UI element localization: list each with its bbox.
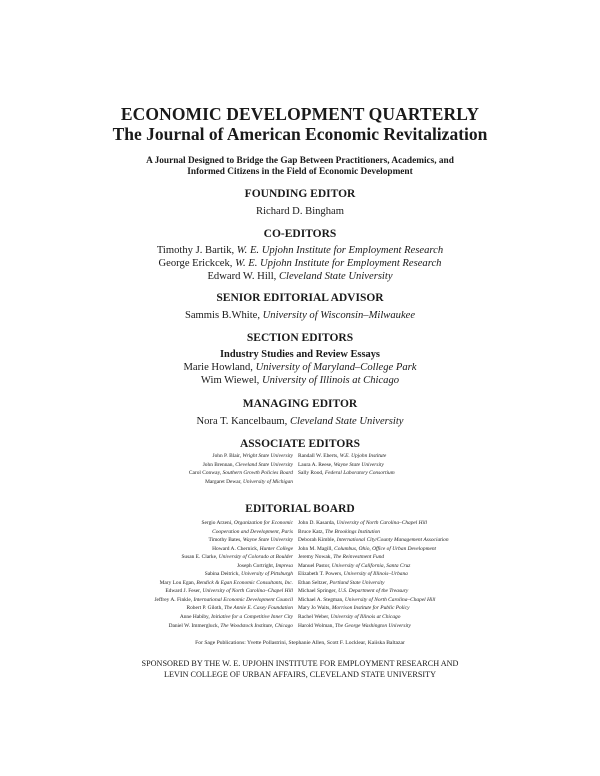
section-editor-affiliation: University of Maryland–College Park (255, 362, 417, 373)
board-member-name: Timothy Bates, (208, 537, 243, 544)
board-member-affiliation: The George Washington University (335, 622, 411, 629)
associate-editors-right-column (298, 452, 395, 478)
board-member-entry (154, 596, 293, 605)
associate-editor-affiliation: W.E. Upjohn Institute (339, 453, 387, 459)
managing-editor-heading: MANAGING EDITOR (242, 398, 358, 410)
board-member-entry (154, 570, 293, 579)
board-member-name: Manuel Pastor, (298, 562, 332, 569)
board-member-entry (298, 596, 449, 605)
board-member-entry (298, 562, 449, 571)
co-editor-affiliation: W. E. Upjohn Institute for Employment Research (235, 258, 442, 269)
sponsorship-line-1: SPONSORED BY THE W. E. UPJOHN INSTITUTE FOR EMPLOYMENT RESEARCH AND (141, 659, 459, 668)
senior-advisor-heading: SENIOR EDITORIAL ADVISOR (216, 292, 384, 304)
managing-editor-affiliation: Cleveland State University (289, 416, 404, 427)
board-member-entry (154, 613, 293, 622)
sponsorship-statement (0, 658, 600, 680)
board-member-affiliation: University of Colorado at Boulder (218, 554, 293, 561)
board-member-name: Susan E. Clarke, (181, 554, 219, 561)
managing-editor-name: Nora T. Kancelbaum, (196, 416, 290, 427)
board-member-affiliation: Initiative for a Competitive Inner City (211, 614, 293, 621)
board-member-affiliation: U.S. Department of the Treasury (338, 588, 409, 595)
associate-editor-entry (189, 461, 293, 470)
board-member-entry (298, 528, 449, 537)
board-member-affiliation: University of Illinois–Urbana (343, 571, 408, 578)
board-member-entry (154, 528, 293, 537)
sponsorship-line-2: LEVIN COLLEGE OF URBAN AFFAIRS, CLEVELAND STATE UNIVERSITY (163, 670, 437, 679)
board-member-name: Michael Springer, (298, 588, 339, 595)
journal-tagline (0, 156, 600, 178)
board-member-affiliation: University of Pittsburgh (241, 571, 293, 578)
senior-advisor-affiliation: University of Wisconsin–Milwaukee (262, 310, 416, 321)
board-member-entry (298, 587, 449, 596)
board-member-affiliation: University of North Carolina–Chapel Hill (202, 588, 293, 595)
tagline-line-2: Informed Citizens in the Field of Economic Development (187, 167, 413, 177)
board-member-name: John D. Kasarda, (298, 520, 337, 526)
board-member-entry (298, 536, 449, 545)
board-member-affiliation: The Annie E. Casey Foundation (224, 605, 293, 612)
section-editors-heading: SECTION EDITORS (246, 332, 354, 344)
board-member-name: Bruce Katz, (298, 528, 326, 535)
board-member-entry (154, 622, 293, 631)
board-member-entry (298, 553, 449, 562)
associate-editor-affiliation: University of Michigan (242, 478, 293, 485)
board-member-affiliation: University of California, Santa Cruz (331, 562, 411, 569)
board-member-name: Daniel W. Immergluck, (168, 622, 221, 629)
publisher-staff-line: For Sage Publications: Yvette Pollastrini, Stephanie Allen, Scott F. Locklear, Kaiiska Baltazar (195, 640, 405, 646)
founding-editor-name: Richard D. Bingham (256, 206, 344, 217)
section-editor-name: Marie Howland, (183, 362, 256, 373)
co-editor-entry (0, 270, 600, 283)
board-member-entry (154, 587, 293, 596)
board-member-affiliation: Cooperation and Development, Paris (212, 528, 293, 535)
board-member-name: John M. Magill, (298, 545, 335, 552)
associate-editor-entry (189, 469, 293, 478)
board-member-name: Deborah Kimble, (298, 537, 337, 544)
journal-title: ECONOMIC DEVELOPMENT QUARTERLY (120, 104, 480, 124)
board-member-name: Sergio Arzeni, (201, 520, 234, 526)
section-editors-list (0, 361, 600, 387)
editorial-board-left-column (154, 519, 293, 630)
associate-editor-affiliation: Wright State University (242, 453, 293, 459)
board-member-name: Jeffrey A. Finkle, (154, 596, 194, 603)
associate-editor-affiliation: Wayne State University (333, 461, 384, 468)
associate-editor-entry (298, 469, 395, 478)
board-member-entry (298, 613, 449, 622)
board-member-entry (154, 562, 293, 571)
section-editors-subheading: Industry Studies and Review Essays (220, 349, 380, 360)
managing-editor-entry (0, 415, 600, 428)
tagline-line-1: A Journal Designed to Bridge the Gap Between Practitioners, Academics, and (146, 156, 454, 166)
board-member-affiliation: The Woodstock Institute, Chicago (220, 622, 293, 629)
board-member-name: Mary Lou Egan, (159, 579, 197, 586)
board-member-name: Jeremy Nowak, (298, 554, 334, 561)
board-member-affiliation: University of North Carolina–Chapel Hill (336, 520, 428, 526)
board-member-name: Rachel Weber, (298, 614, 331, 621)
board-member-name: Edward J. Feser, (165, 588, 203, 595)
associate-editor-affiliation: Federal Laboratory Consortium (324, 470, 395, 477)
associate-editors-left-column (189, 452, 293, 486)
editorial-board-right-column (298, 519, 449, 630)
co-editor-entry (0, 244, 600, 257)
board-member-entry (154, 604, 293, 613)
board-member-entry (298, 604, 449, 613)
board-member-entry (154, 579, 293, 588)
co-editor-name: Edward W. Hill, (207, 271, 279, 282)
founding-editor-heading: FOUNDING EDITOR (244, 188, 356, 200)
associate-editor-entry (298, 461, 395, 470)
associate-editor-entry (189, 478, 293, 487)
board-member-entry (298, 570, 449, 579)
board-member-entry (298, 519, 449, 528)
board-member-name: Howard A. Chernick, (212, 545, 260, 552)
board-member-entry (154, 519, 293, 528)
board-member-affiliation: The Reinvestment Fund (333, 554, 385, 561)
board-member-affiliation: Columbus, Ohio, Office of Urban Development (334, 545, 437, 552)
board-member-affiliation: Organization for Economic (233, 520, 293, 526)
associate-editor-affiliation: Cleveland State University (235, 461, 293, 468)
board-member-name: Joseph Cortright, (237, 562, 276, 569)
board-member-name: Elizabeth T. Powers, (298, 571, 344, 578)
board-member-affiliation: International Economic Development Council (193, 596, 293, 603)
board-member-name: Harold Wolman, (298, 622, 336, 629)
associate-editor-entry (298, 452, 395, 461)
co-editors-heading: CO-EDITORS (263, 228, 337, 240)
section-editor-affiliation: University of Illinois at Chicago (261, 375, 400, 386)
co-editor-name: George Erickcek, (158, 258, 236, 269)
associate-editor-name: Randall W. Eberts, (298, 453, 340, 459)
board-member-entry (298, 622, 449, 631)
associate-editor-name: Margaret Dewar, (205, 478, 243, 485)
board-member-name: Anne Habiby, (179, 614, 212, 621)
board-member-name: Sabina Deitrick, (204, 571, 242, 578)
co-editor-name: Timothy J. Bartik, (156, 245, 237, 256)
associate-editor-name: John Brennan, (202, 461, 236, 468)
board-member-affiliation: Morrison Institute for Public Policy (331, 605, 410, 612)
associate-editor-name: John P. Blair, (212, 453, 243, 459)
journal-subtitle: The Journal of American Economic Revitalization (112, 124, 488, 144)
section-editor-name: Wim Wiewel, (200, 375, 262, 386)
co-editors-list (0, 244, 600, 283)
senior-advisor-name: Sammis B.White, (184, 310, 263, 321)
associate-editor-entry (189, 452, 293, 461)
associate-editor-name: Laura A. Reese, (298, 461, 334, 468)
board-member-entry (154, 545, 293, 554)
board-member-entry (298, 545, 449, 554)
editorial-board-heading: EDITORIAL BOARD (245, 503, 355, 515)
board-member-affiliation: International City/County Management Association (336, 537, 449, 544)
board-member-affiliation: Portland State University (329, 579, 385, 586)
board-member-affiliation: Hunter College (259, 545, 293, 552)
board-member-entry (154, 536, 293, 545)
board-member-affiliation: The Brookings Institution (325, 528, 380, 535)
board-member-entry (154, 553, 293, 562)
board-member-name: Robert P. Giloth, (186, 605, 225, 612)
board-member-affiliation: Bendick & Egan Economic Consultants, Inc. (196, 579, 293, 586)
board-member-name: Ethan Seltzer, (298, 579, 330, 586)
co-editor-affiliation: Cleveland State University (278, 271, 393, 282)
co-editor-entry (0, 257, 600, 270)
associate-editor-affiliation: Southern Growth Policies Board (222, 470, 293, 477)
section-editor-entry (0, 361, 600, 374)
section-editor-entry (0, 374, 600, 387)
board-member-affiliation: University of North Carolina–Chapel Hill (344, 596, 436, 603)
co-editor-affiliation: W. E. Upjohn Institute for Employment Research (236, 245, 444, 256)
board-member-entry (298, 579, 449, 588)
board-member-name: Michael A. Stegman, (298, 596, 345, 603)
senior-advisor-entry (0, 309, 600, 322)
associate-editor-name: Sally Rood, (298, 470, 325, 477)
board-member-affiliation: Wayne State University (242, 537, 293, 544)
associate-editors-heading: ASSOCIATE EDITORS (239, 438, 361, 450)
board-member-affiliation: University of Illinois at Chicago (330, 614, 401, 621)
board-member-name: Mary Jo Waits, (298, 605, 332, 612)
associate-editor-name: Carol Conway, (188, 470, 223, 477)
board-member-affiliation: Impresa (275, 562, 293, 569)
